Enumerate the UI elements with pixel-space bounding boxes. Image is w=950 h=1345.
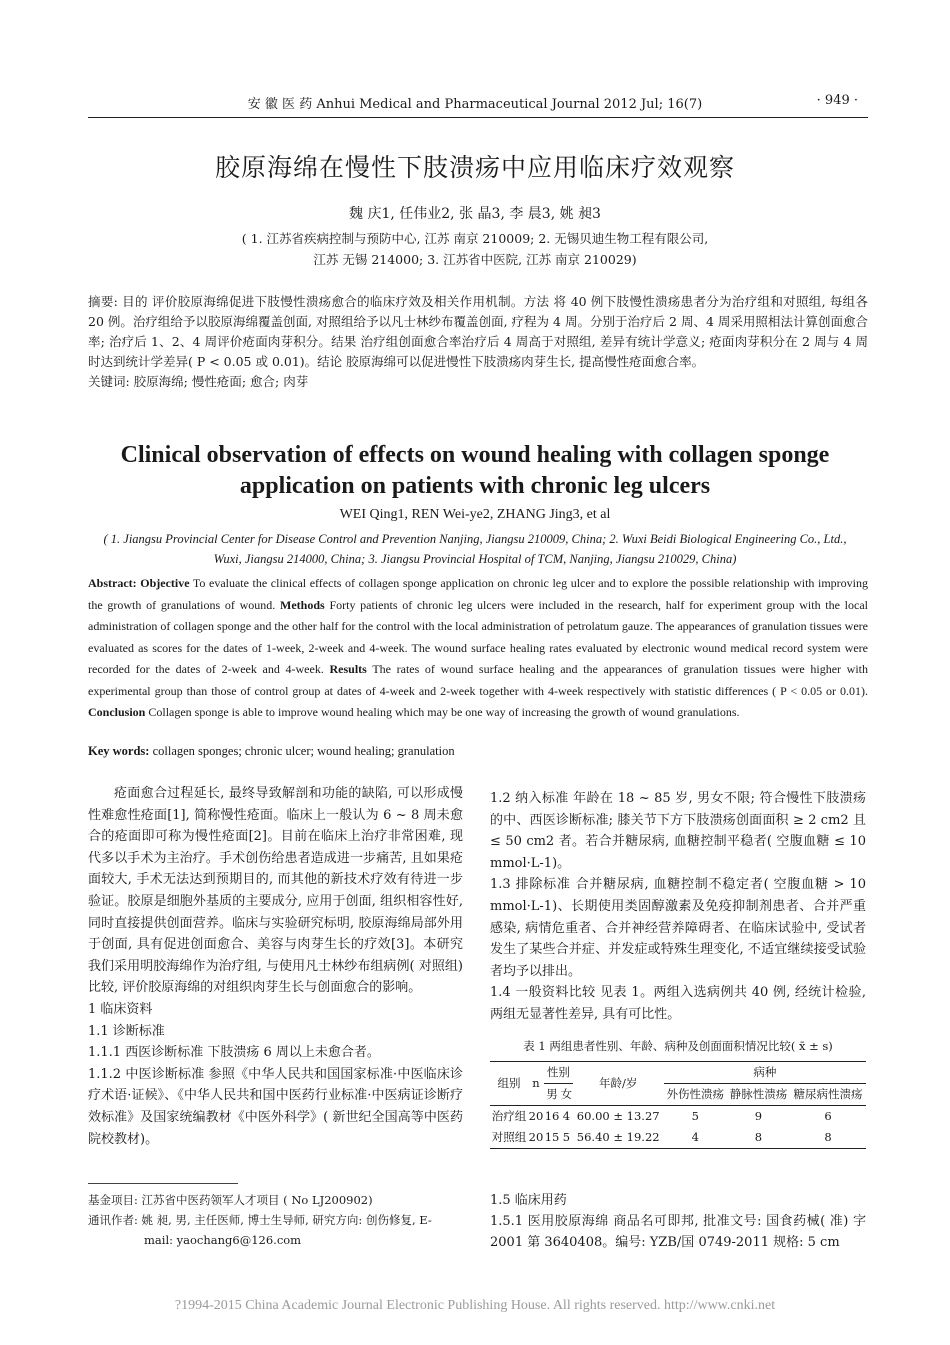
page-number: · 949 ·	[816, 93, 858, 108]
table-title: 表 1 两组患者性别、年龄、病种及创面面积情况比较( x̄ ± s)	[523, 1038, 833, 1053]
table-cell: 20	[528, 1109, 544, 1124]
keywords-en-text: collagen sponges; chronic ulcer; wound healing; granulation	[152, 744, 455, 758]
footnotes	[88, 1190, 463, 1250]
th-trauma: 外伤性溃疡	[666, 1087, 725, 1102]
footnote-rule	[88, 1183, 238, 1184]
table-1	[490, 1061, 866, 1149]
section-heading: 1 临床资料	[88, 1001, 153, 1017]
table-cell: 60.00 ± 13.27	[576, 1109, 660, 1124]
keywords-en-label: Key words:	[88, 744, 150, 758]
keywords-cn: 关键词: 胶原海绵; 慢性疮面; 愈合; 肉芽	[88, 374, 309, 389]
table-cell: 4	[562, 1109, 571, 1124]
title-en: Clinical observation of effects on wound healing with collagen sponge application on patients with chronic leg ulcers	[120, 442, 830, 499]
table-row	[490, 1127, 866, 1149]
paragraph-1-4: 1.4 一般资料比较 见表 1。两组入选病例共 40 例, 经统计检验, 两组无显著性差异, 具有可比性。	[490, 985, 866, 1022]
th-disease: 病种	[664, 1062, 866, 1084]
th-male: 男	[546, 1087, 558, 1102]
th-age: 年龄/岁	[599, 1076, 638, 1091]
table-cell: 6	[824, 1109, 832, 1124]
affiliations-en: ( 1. Jiangsu Provincial Center for Disease Control and Prevention Nanjing, Jiangsu 210009, China; 2. Wuxi Beidi Biological Engineering Co., Ltd., Wuxi, Jiangsu 214000, China; 3. Jiangsu Provincial Hospital of TCM, Nanjing, Jiangsu 210029, China)	[103, 532, 847, 566]
right-column	[490, 788, 866, 1149]
right-column-bottom	[490, 1190, 866, 1253]
paragraph-1-2: 1.2 纳入标准 年龄在 18 ~ 85 岁, 男女不限; 符合慢性下肢溃疡的中、西医诊断标准; 膝关节下方下肢溃疡创面面积 ≥ 2 cm2 且 ≤ 50 cm2 者。若合并糖尿病, 血糖控制平稳者( 空腹血糖 ≤ 10 mmol·L-1)。	[490, 791, 866, 871]
corresponding-author: 通讯作者: 姚 昶, 男, 主任医师, 博士生导师, 研究方向: 创伤修复, E-	[88, 1213, 432, 1227]
table-cell: 5	[562, 1130, 571, 1145]
paragraph-1-1-2: 1.1.2 中医诊断标准 参照《中华人民共和国国家标准·中医临床诊疗术语·证候》、《中华人民共和国中医药行业标准·中医病证诊断疗效标准》及国家统编教材《中医外科学》( 新世纪全国高等中医药院校教材)。	[88, 1066, 463, 1147]
journal-header: 安 徽 医 药 Anhui Medical and Pharmaceutical Journal 2012 Jul; 16(7)	[247, 97, 703, 112]
table-cell: 15	[544, 1130, 560, 1145]
th-venous: 静脉性溃疡	[729, 1087, 788, 1102]
header-rule	[88, 117, 868, 118]
left-column	[88, 783, 463, 1150]
table-cell: 8	[754, 1130, 763, 1145]
affiliation-cn-line: ( 1. 江苏省疾病控制与预防中心, 江苏 南京 210009; 2. 无锡贝迪生物工程有限公司,	[241, 231, 709, 246]
affiliation-cn-line: 江苏 无锡 214000; 3. 江苏省中医院, 江苏 南京 210029)	[313, 252, 637, 267]
subsection-heading-1-5: 1.5 临床用药	[490, 1193, 567, 1208]
table-cell: 9	[754, 1109, 763, 1124]
th-female: 女	[560, 1087, 573, 1102]
keywords-en	[88, 744, 868, 759]
results-text: The rates of wound surface healing and the appearances of granulation tissues were higher with experimental group than those of control group at dates of 4-week and 2-week together with 4-week respectively with statistic differences ( P < 0.05 or 0.01).	[88, 662, 869, 698]
copyright-watermark: ?1994-2015 China Academic Journal Electronic Publishing House. All rights reserved. http://www.cnki.net	[174, 1298, 776, 1313]
table-cell: 治疗组	[491, 1109, 527, 1124]
objective-label: Abstract: Objective	[88, 576, 190, 590]
table-cell: 4	[691, 1130, 699, 1145]
conclusion-label: Conclusion	[88, 705, 146, 719]
paragraph-1-1-1: 1.1.1 西医诊断标准 下肢溃疡 6 周以上未愈合者。	[88, 1045, 380, 1061]
table-cell: 20	[528, 1130, 544, 1145]
conclusion-text: Collagen sponge is able to improve wound healing which may be one way of increasing the growth of wound granulations.	[148, 705, 740, 719]
title-cn: 胶原海绵在慢性下肢溃疡中应用临床疗效观察	[214, 153, 735, 182]
subsection-heading: 1.1 诊断标准	[88, 1023, 165, 1039]
intro-paragraph: 疮面愈合过程延长, 最终导致解剖和功能的缺陷, 可以形成慢性难愈性疮面[1], 简称慢性疮面。临床上一般认为 6 ~ 8 周未愈合的疮面即可称为慢性疮面[2]。目前在临床上治疗非常困难, 现代多以手术为主治疗。手术创伤给患者造成进一步痛苦, 且如果疮面较大, 手术无法达到预期目的, 而其他的新技术疗效有待进一步验证。胶原是细胞外基质的主要成分, 应用于创面, 组织相容性好, 同时直接提供创面营养。临床与实验研究标明, 胶原海绵局部外用于创面, 具有促进创面愈合、美容与肉芽生长的疗效[3]。本研究我们采用明胶海绵作为治疗组, 与使用凡士林纱布组病例( 对照组) 比较, 评价胶原海绵的对组织肉芽生长与创面愈合的影响。	[88, 786, 463, 996]
affiliations-cn	[0, 228, 950, 270]
table-cell: 5	[691, 1109, 699, 1124]
th-diabetic: 糖尿病性溃疡	[793, 1087, 863, 1102]
abstract-cn-text: 摘要: 目的 评价胶原海绵促进下肢慢性溃疡愈合的临床疗效及相关作用机制。方法 将 40 例下肢慢性溃疡患者分为治疗组和对照组, 每组各 20 例。治疗组给予以胶原海绵覆盖创面, 对照组给予以凡士林纱布覆盖创面, 疗程为 4 周。分别于治疗后 2 周、4 周采用照相法计算创面愈合率; 治疗后 1、2、4 周评价疮面肉芽积分。结果 治疗组创面愈合率治疗后 4 周高于对照组, 差异有统计学意义; 疮面肉芽积分在 2 周与 4 周时达到统计学差异( P < 0.05 或 0.01)。结论 胶原海绵可以促进慢性下肢溃疡肉芽生长, 提高慢性疮面愈合率。	[88, 294, 868, 369]
fund-note: 基金项目: 江苏省中医药领军人才项目 ( No LJ200902)	[88, 1193, 373, 1207]
authors-en: WEI Qing1, REN Wei-ye2, ZHANG Jing3, et al	[339, 507, 611, 522]
paragraph-1-5-1: 1.5.1 医用胶原海绵 商品名可即邦, 批准文号: 国食药械( 准) 字 2001 第 3640408。编号: YZB/国 0749-2011 规格: 5 cm	[490, 1214, 866, 1250]
table-cell: 56.40 ± 19.22	[576, 1130, 660, 1145]
running-header	[80, 93, 870, 112]
th-sex: 性别	[544, 1062, 573, 1084]
th-group: 组别	[497, 1076, 521, 1091]
abstract-en	[88, 573, 868, 724]
abstract-cn	[88, 292, 868, 392]
methods-text: Forty patients of chronic leg ulcers were included in the research, half for experiment group with the local administration of collagen sponge and the other half for the control with the local administration of petrolatum gauze. The appearances of granulation tissues were evaluated as scores for the dates of 1-week, 2-week and 4-week. The wound surface healing rates evaluated by electronic wound medical record system were recorded for the dates of 2-week and 4-week.	[88, 597, 869, 676]
objective-text: To evaluate the clinical effects of collagen sponge application on chronic leg ulcer and to explore the possible relationship with improving the growth of granulations of wound.	[88, 576, 868, 612]
methods-label: Methods	[280, 597, 325, 612]
table-cell: 8	[824, 1130, 832, 1145]
th-n: n	[532, 1076, 540, 1091]
table-cell: 16	[544, 1109, 560, 1124]
author-email: mail: yaochang6@126.com	[144, 1233, 302, 1247]
table-row	[490, 1106, 866, 1128]
authors-cn: 魏 庆1, 任伟业2, 张 晶3, 李 晨3, 姚 昶3	[349, 206, 601, 222]
paragraph-1-3: 1.3 排除标准 合并糖尿病, 血糖控制不稳定者( 空腹血糖 > 10 mmol·L-1)、长期使用类固醇激素及免疫抑制剂患者、合并严重感染, 病情危重者、合并神经营养障碍者、在临床试验中, 受试者发生了某些合并症、并发症或特殊生理变化, 不适宜继续接受试验者均予以排出。	[490, 877, 866, 979]
table-cell: 对照组	[491, 1130, 527, 1145]
results-label: Results	[329, 662, 367, 676]
